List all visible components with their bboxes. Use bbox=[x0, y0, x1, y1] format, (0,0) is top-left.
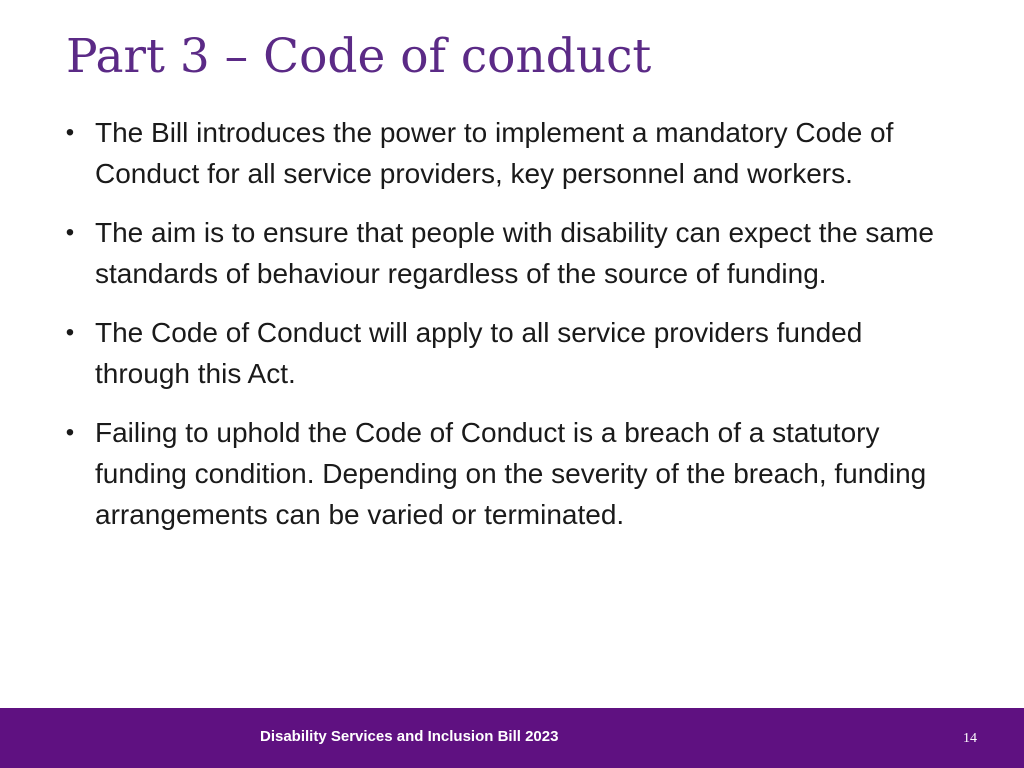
slide-title: Part 3 – Code of conduct bbox=[66, 29, 652, 84]
bullet-item bbox=[60, 112, 960, 194]
bullet-item bbox=[60, 412, 960, 535]
bullet-icon: • bbox=[65, 419, 75, 446]
bullet-icon: • bbox=[65, 119, 75, 146]
bullet-text: Failing to uphold the Code of Conduct is a breach of a statutory funding condition. Depending on the severity of the breach, funding arrangements can be varied or terminated. bbox=[95, 417, 927, 530]
footer-title: Disability Services and Inclusion Bill 2023 bbox=[260, 728, 559, 745]
bullet-text: The aim is to ensure that people with disability can expect the same standards of behaviour regardless of the source of funding. bbox=[95, 217, 934, 289]
bullet-list bbox=[60, 112, 960, 553]
bullet-item bbox=[60, 212, 960, 294]
bullet-text: The Bill introduces the power to implement a mandatory Code of Conduct for all service providers, key personnel and workers. bbox=[95, 117, 894, 189]
bullet-icon: • bbox=[65, 219, 75, 246]
bullet-item bbox=[60, 312, 960, 394]
bullet-icon: • bbox=[65, 319, 75, 346]
footer-bar bbox=[0, 708, 1024, 768]
page-number: 14 bbox=[963, 731, 977, 746]
bullet-text: The Code of Conduct will apply to all service providers funded through this Act. bbox=[95, 317, 863, 389]
